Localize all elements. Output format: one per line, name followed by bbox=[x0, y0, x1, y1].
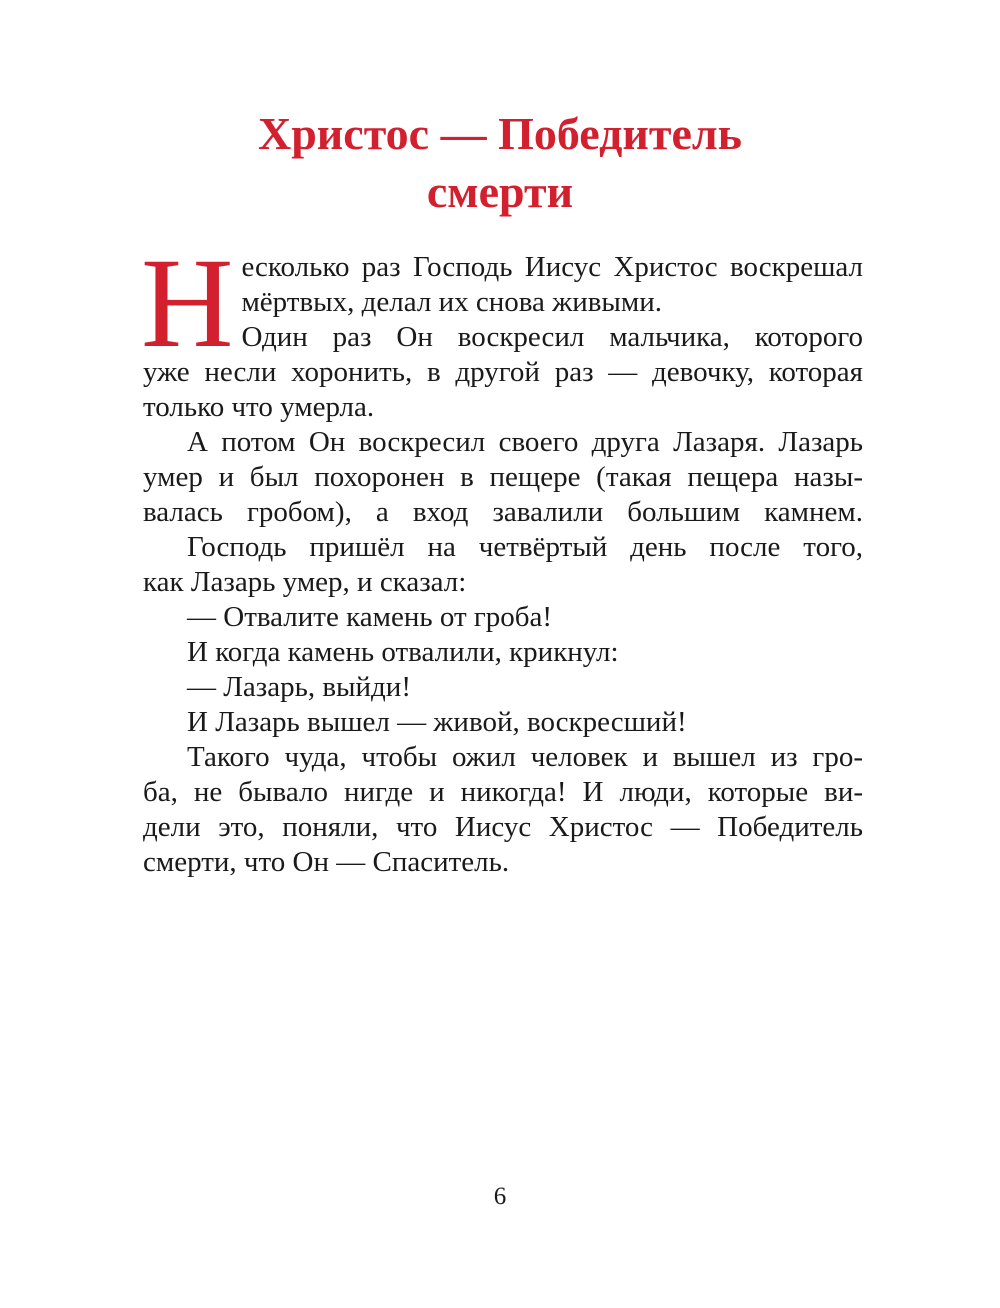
page-number: 6 bbox=[493, 1183, 507, 1210]
text-line: И Лазарь вышел — живой, воскресший! bbox=[187, 706, 687, 738]
drop-cap: Н bbox=[141, 232, 234, 374]
page-title-line-1: Христос — Победитель bbox=[257, 108, 743, 159]
text-line: — Лазарь, выйди! bbox=[187, 671, 411, 703]
text-line: А потом Он воскресил своего друга Лазаря. Лазарь bbox=[187, 426, 863, 458]
text-line: уже несли хоронить, в другой раз — девочку, которая bbox=[143, 356, 863, 388]
text-line: И когда камень отвалили, крикнул: bbox=[187, 636, 619, 668]
text-line: умер и был похоронен в пещере (такая пещера назы- bbox=[143, 461, 863, 493]
text-line: только что умерла. bbox=[143, 391, 375, 423]
text-line: мёртвых, делал их снова живыми. bbox=[241, 286, 663, 318]
text-line: Такого чуда, чтобы ожил человек и вышел из гро- bbox=[187, 741, 863, 773]
text-line: — Отвалите камень от гроба! bbox=[187, 601, 553, 633]
text-line: Господь пришёл на четвёртый день после того, bbox=[187, 531, 863, 563]
text-line: как Лазарь умер, и сказал: bbox=[143, 566, 467, 598]
text-line: валась гробом), а вход завалили большим камнем. bbox=[143, 496, 863, 528]
text-line: Один раз Он воскресил мальчика, которого bbox=[241, 321, 863, 353]
text-line: есколько раз Господь Иисус Христос воскрешал bbox=[241, 251, 863, 283]
text-line: ба, не бывало нигде и никогда! И люди, которые ви- bbox=[143, 776, 863, 808]
text-line: дели это, поняли, что Иисус Христос — Победитель bbox=[143, 811, 863, 843]
page-title-line-2: смерти bbox=[426, 166, 574, 217]
story-text bbox=[141, 232, 863, 880]
text-line: смерти, что Он — Спаситель. bbox=[143, 846, 510, 878]
